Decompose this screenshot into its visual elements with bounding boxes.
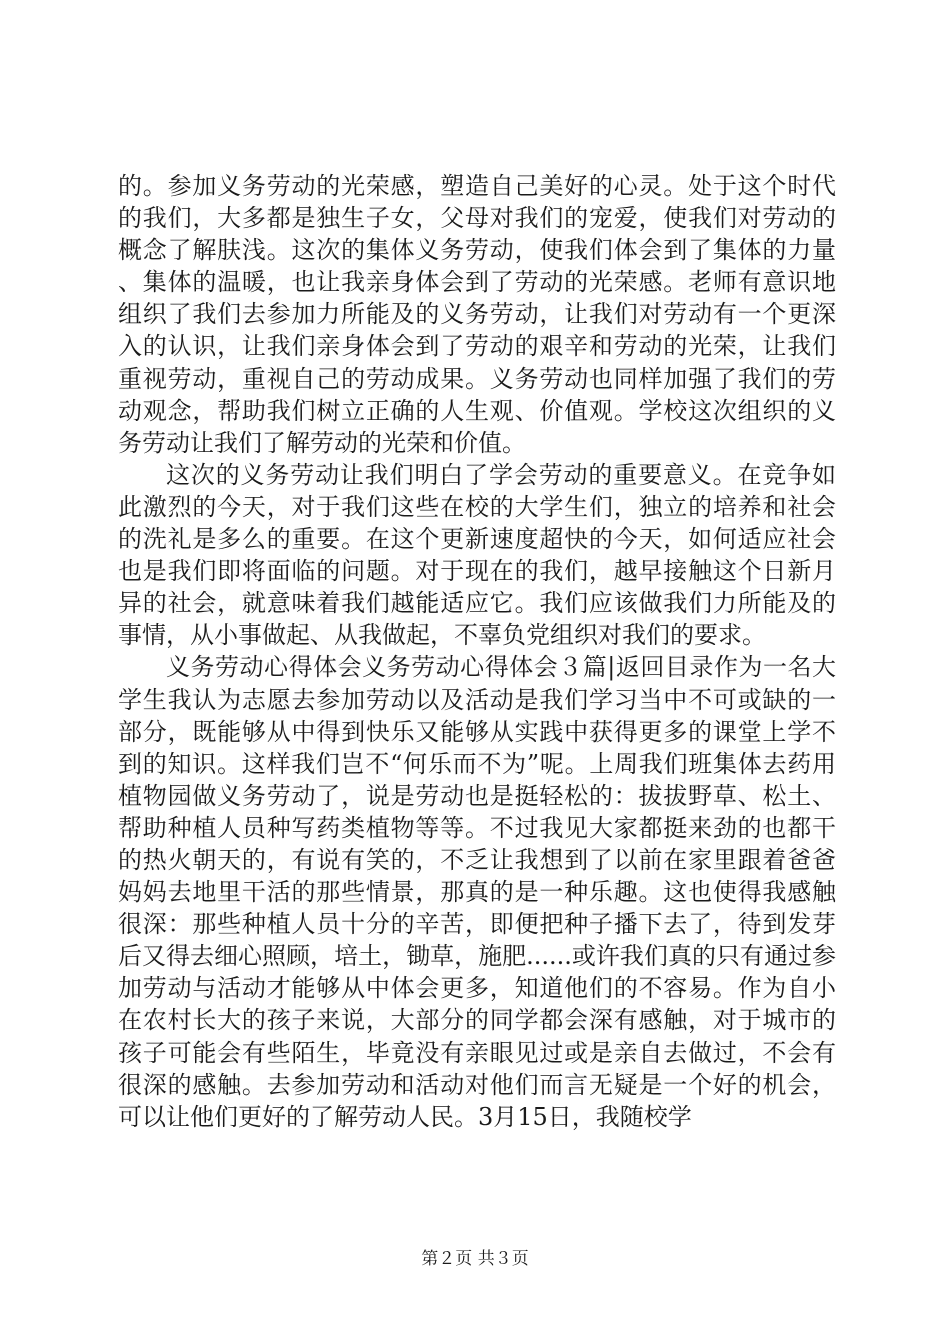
- paragraph-1: 的。参加义务劳动的光荣感，塑造自己美好的心灵。处于这个时代的我们，大多都是独生子女，父母对我们的宠爱，使我们对劳动的概念了解肤浅。这次的集体义务劳动，使我们体会到了集体的力量、集体的温暖，也让我亲身体会到了劳动的光荣感。老师有意识地组织了我们去参加力所能及的义务劳动，让我们对劳动有一个更深入的认识，让我们亲身体会到了劳动的艰辛和劳动的光荣，让我们重视劳动，重视自己的劳动成果。义务劳动也同样加强了我们的劳动观念，帮助我们树立正确的人生观、价值观。学校这次组织的义务劳动让我们了解劳动的光荣和价值。: [118, 172, 836, 457]
- document-body: [118, 170, 836, 1133]
- paragraph-3: 义务劳动心得体会义务劳动心得体会３篇|返回目录作为一名大学生我认为志愿去参加劳动以及活动是我们学习当中不可或缺的一部分，既能够从中得到快乐又能够从实践中获得更多的课堂上学不到的知识。这样我们岂不“何乐而不为”呢。上周我们班集体去药用植物园做义务劳动了，说是劳动也是挺轻松的：拔拔野草、松土、帮助种植人员种写药类植物等等。不过我见大家都挺来劲的也都干的热火朝天的，有说有笑的，不乏让我想到了以前在家里跟着爸爸妈妈去地里干活的那些情景，那真的是一种乐趣。这也使得我感触很深：那些种植人员十分的辛苦，即便把种子播下去了，待到发芽后又得去细心照顾，培土，锄草，施肥......或许我们真的只有通过参加劳动与活动才能够从中体会更多，知道他们的不容易。作为自小在农村长大的孩子来说，大部分的同学都会深有感触，对于城市的孩子可能会有些陌生，毕竟没有亲眼见过或是亲自去做过，不会有很深的感触。去参加劳动和活动对他们而言无疑是一个好的机会，可以让他们更好的了解劳动人民。3月15日，我随校学: [118, 653, 836, 1131]
- page-footer: 第２页 共３页: [421, 1249, 529, 1269]
- paragraph-2: 这次的义务劳动让我们明白了学会劳动的重要意义。在竞争如此激烈的今天，对于我们这些在校的大学生们，独立的培养和社会的洗礼是多么的重要。在这个更新速度超快的今天，如何适应社会也是我们即将面临的问题。对于现在的我们，越早接触这个日新月异的社会，就意味着我们越能适应它。我们应该做我们力所能及的事情，从小事做起、从我做起，不辜负党组织对我们的要求。: [118, 460, 836, 650]
